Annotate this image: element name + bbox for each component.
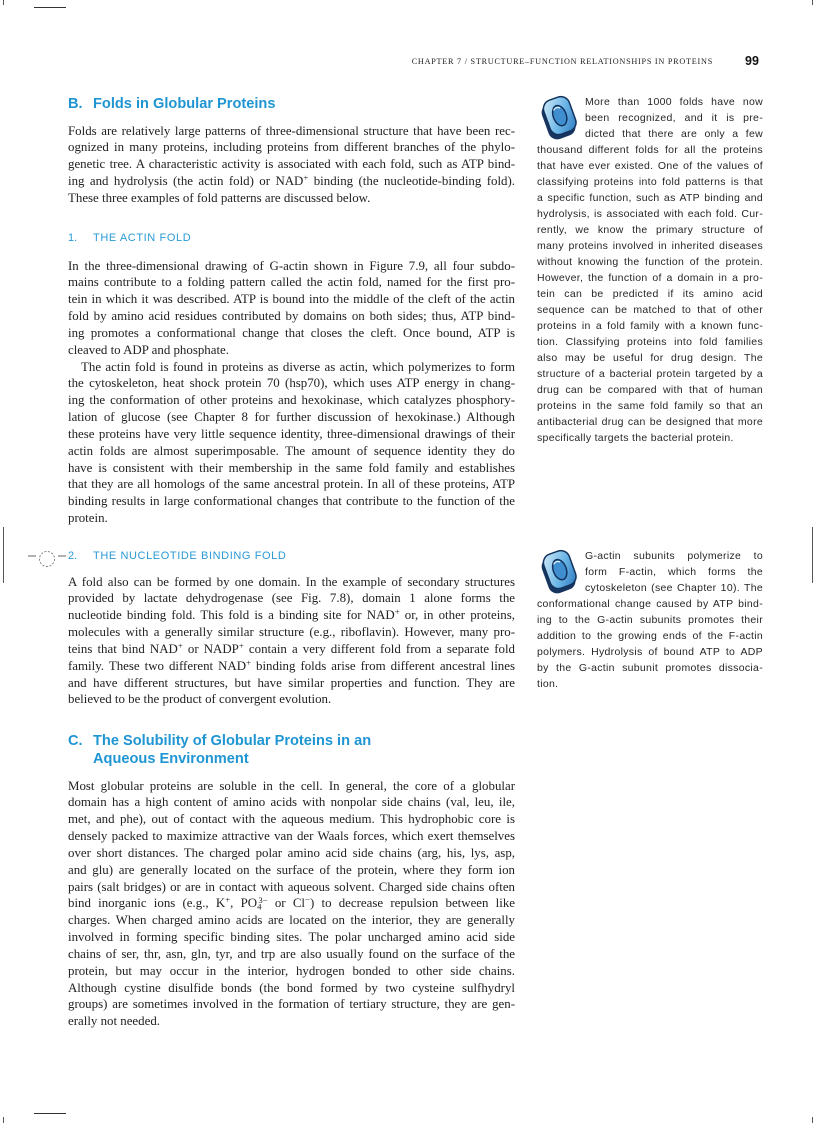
subsection-number: 1. [68, 232, 78, 244]
text-run: family. These two different NAD [68, 658, 247, 673]
text-line: provided by lactate dehydrogenase (see Fig. 7.8), domain 1 alone forms the [68, 591, 515, 606]
text-line: structure of a bacterial protein targeted by a [537, 368, 763, 380]
text-line: ing promotes a conformational change that closes the cleft. Once bound, ATP is [68, 325, 515, 340]
text-run: teins that bind NAD [68, 641, 178, 656]
text-line: antibacterial drug can be designed that more [537, 416, 763, 428]
text-line: thousand different folds for all the proteins [537, 144, 763, 156]
text-line: dicted that there are only a few [585, 128, 763, 140]
text-line: believed to be the product of convergent evolution. [68, 692, 332, 707]
text-run: ) to decrease repulsion between like [309, 896, 516, 911]
section-letter: C. [68, 733, 83, 749]
actin-fold-text [68, 258, 515, 528]
text-line: The actin fold is found in proteins as diverse as actin, which polymerizes to form [81, 359, 515, 374]
text-run: ing and hydrolysis (the actin fold) or NAD [68, 174, 304, 189]
section-c-text [68, 778, 515, 1031]
text-line: More than 1000 folds have now [585, 96, 763, 108]
text-line: over short distances. The charged polar amino acid side chains (arg, his, lys, asp, [68, 845, 515, 860]
text-line: form F-actin, which forms the [585, 566, 763, 578]
subscript: 4 [257, 902, 262, 913]
text-line: groups) are sometimes involved in the formation of tertiary structure, they are gen- [68, 997, 515, 1012]
paragraph [68, 359, 515, 527]
nucleotide-binding-fold-text [68, 574, 515, 709]
text-run: or NADP [182, 641, 239, 656]
text-line: conformational change caused by ATP bind- [537, 598, 763, 610]
text-run: contain a very different fold from a separate fold [243, 641, 515, 656]
edge-tick-top-right [812, 0, 813, 5]
section-letter: B. [68, 96, 83, 112]
text-line: densely packed to maximize attractive van der Waals forces, which exert themselves [68, 829, 515, 844]
subsection-title: THE NUCLEOTIDE BINDING FOLD [93, 550, 287, 562]
text-line: tein in which it was described. ATP is bound into the middle of the cleft of the actin [68, 292, 515, 307]
text-line [68, 173, 515, 190]
edge-tick-top-left [3, 0, 4, 5]
text-line [68, 607, 515, 624]
edge-tick-bottom-right [812, 1117, 813, 1123]
text-line: ognized in many proteins, including proteins from different branches of the phylo- [68, 140, 515, 155]
text-line: hydrolysis, is associated with each fold. Cur- [537, 208, 763, 220]
subsection-number: 2. [68, 550, 78, 562]
text-line: cytoskeleton (see Chapter 10). The [585, 582, 763, 594]
section-b-heading [68, 95, 275, 113]
text-line: chains of ser, thr, asn, gln, tyr, and trp are also usually found on the surface of the [68, 946, 515, 961]
text-run: nucleotide binding fold. This fold is a binding site for NAD [68, 608, 395, 623]
section-c-heading [68, 732, 371, 768]
section-title [93, 732, 371, 768]
text-line: genetic tree. A characteristic activity is associated with each fold, such as ATP bind- [68, 157, 515, 172]
text-line: binding results in large conformational changes that contribute to the function of the [68, 494, 515, 509]
text-line: In the three-dimensional drawing of G-actin shown in Figure 7.9, all four subdo- [68, 258, 515, 273]
margin-note [537, 94, 763, 446]
text-line: met, and phe), out of contact with the aqueous medium. This hydrophobic core is [68, 812, 515, 827]
text-line: molecules with a generally similar structure (e.g., riboflavin). However, many pro- [68, 625, 515, 640]
text-line: ing to the G-actin subunits promotes their [537, 614, 763, 626]
superscript: + [225, 895, 231, 906]
text-line: mains contribute to a folding pattern called the actin fold, named for the first pro- [68, 275, 515, 290]
superscript: − [305, 895, 310, 906]
paragraph [68, 123, 515, 207]
crop-mark-bottom [34, 1113, 66, 1114]
text-line: However, the function of a domain in a pro- [537, 272, 763, 284]
text-line: classifying proteins into fold patterns is that [537, 176, 763, 188]
edge-tick-bottom-left [3, 1117, 4, 1123]
text-line: rently, we know the primary structure of [537, 224, 763, 236]
text-line: proteins in a fold family with a known func- [537, 320, 763, 332]
text-run: bind inorganic ions (e.g., K [68, 896, 226, 911]
text-line: cleaved to ADP and phosphate. [68, 342, 229, 357]
text-line: these proteins have very little sequence identity, three-dimensional drawings of their [68, 426, 515, 441]
text-run: , PO [230, 896, 258, 911]
text-line: the cytoskeleton, heat shock protein 70 (hsp70), which uses ATP energy in chang- [68, 376, 515, 391]
text-line: Most globular proteins are soluble in the cell. In general, the core of a globular [68, 778, 515, 793]
text-line: protein, but may occur in the interior, hydrogen bonded to other side chains. [68, 963, 515, 978]
text-run: or, in other proteins, [399, 608, 515, 623]
text-line: A fold also can be formed by one domain. In the example of secondary structures [68, 574, 515, 589]
running-head: CHAPTER 7 / STRUCTURE–FUNCTION RELATIONSHIPS IN PROTEINS [411, 57, 713, 66]
text-line: drug can be compared with that of human [537, 384, 763, 396]
text-line: polymers. Hydrolysis of bound ATP to ADP [537, 646, 763, 658]
text-line [68, 895, 515, 912]
text-line: that they are all homologs of the same ancestral protein. In all of these proteins, ATP [68, 477, 515, 492]
text-line: many proteins involved in inherited diseases [537, 240, 763, 252]
superscript: + [303, 172, 309, 183]
paragraph [68, 574, 515, 709]
page-number: 99 [745, 54, 759, 68]
text-line: tein can be predicted if its amino acid [537, 288, 763, 300]
text-line: pairs (salt bridges) or are in contact with aqueous solvent. Charged side chains often [68, 879, 515, 894]
section-title-line: Folds in Globular Proteins [93, 96, 276, 112]
edge-rule-left [3, 527, 4, 583]
text-line: These three examples of fold patterns are discussed below. [68, 190, 371, 205]
text-line: and glu) are generally located on the surface of the protein, where they form ion [68, 862, 515, 877]
section-title [93, 95, 275, 113]
text-line: sequence can be matched to that of other [537, 304, 763, 316]
text-line: ing the conformation of other proteins and hexokinase, which catalyzes phosphory- [68, 393, 515, 408]
text-line: without knowing the function of the protein. [537, 256, 763, 268]
paragraph [68, 778, 515, 1031]
text-line: tion. [537, 678, 559, 690]
text-line: specifically targets the bacterial protein. [537, 432, 734, 444]
text-line: actin folds are almost superimposable. The amount of sequence identity they do [68, 443, 515, 458]
text-line [68, 658, 515, 675]
text-line: and have different structures, but have similar properties and function. They are [68, 675, 515, 690]
text-line: addition to the growing ends of the F-actin [537, 630, 763, 642]
paragraph [68, 258, 515, 359]
subsection-title: THE ACTIN FOLD [93, 232, 192, 244]
text-line: charges. When charged amino acids are located on the interior, they are generally [68, 913, 515, 928]
text-line: Folds are relatively large patterns of three-dimensional structure that have been rec- [68, 123, 515, 138]
superscript: 3− [258, 894, 268, 905]
section-title-line: The Solubility of Globular Proteins in an [93, 733, 372, 749]
text-line: protein. [68, 511, 108, 526]
text-line: domain has a high content of amino acids with nonpolar side chains (val, leu, ile, [68, 795, 515, 810]
section-title-line: Aqueous Environment [93, 751, 249, 767]
text-line: tion. Classifying proteins into fold families [537, 336, 763, 348]
text-line: fold by amino acid residues contributed by domains on both sides; thus, ATP bind- [68, 309, 515, 324]
text-line: Although cystine disulfide bonds (the bond formed by two cysteine sulfhydryl [68, 980, 515, 995]
superscript: + [177, 640, 183, 651]
text-run: binding (the nucleotide-binding fold). [308, 174, 515, 189]
text-run: binding folds arise from different ancestral lines [251, 658, 515, 673]
edge-rule-right [812, 527, 813, 583]
actin-fold-subheading [68, 231, 191, 245]
superscript: + [246, 657, 252, 668]
crop-mark-top [34, 7, 66, 8]
text-run: or Cl [267, 896, 306, 911]
text-line: been recognized, and it is pre- [585, 112, 763, 124]
text-line: lation of glucose (see Chapter 8 for further discussion of hexokinase.) Although [68, 410, 515, 425]
section-b-intro [68, 123, 515, 207]
text-line: also may be useful for drug design. The [537, 352, 763, 364]
superscript: + [394, 606, 400, 617]
text-line: have is consistent with their membership in the same fold family and establishes [68, 460, 515, 475]
text-line: by the G-actin subunit promotes dissocia- [537, 662, 763, 674]
margin-note [537, 548, 763, 692]
text-line: erally not needed. [68, 1014, 160, 1029]
text-line [68, 641, 515, 658]
text-line: involved in forming specific binding sites. The polar uncharged amino acid side [68, 930, 515, 945]
text-line: proteins in the same fold family so that an [537, 400, 763, 412]
text-line: G-actin subunits polymerize to [585, 550, 763, 562]
text-line: that have ever existed. One of the values of [537, 160, 763, 172]
registration-mark-icon [28, 546, 68, 572]
superscript: + [238, 640, 244, 651]
nucleotide-binding-fold-subheading [68, 549, 286, 563]
text-line: a specific function, such as ATP binding and [537, 192, 763, 204]
